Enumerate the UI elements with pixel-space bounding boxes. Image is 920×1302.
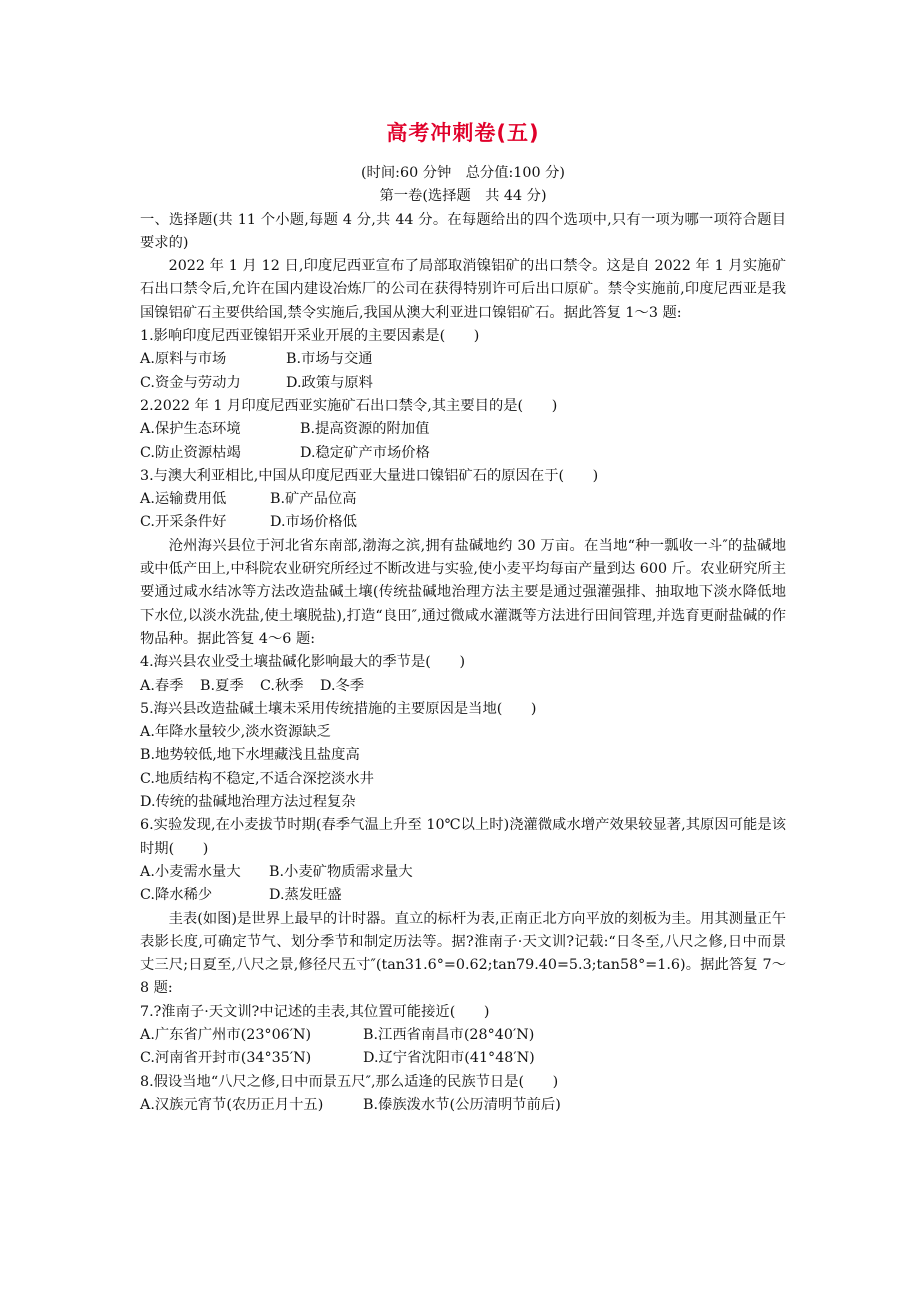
question-7-option-d[interactable]: D.辽宁省沈阳市(41°48′N) bbox=[363, 1050, 535, 1067]
question-2-option-a[interactable]: A.保护生态环境 bbox=[140, 421, 241, 438]
question-2-options-row-1 bbox=[140, 418, 786, 441]
question-7-option-b[interactable]: B.江西省南昌市(28°40′N) bbox=[363, 1026, 535, 1043]
question-7-option-c[interactable]: C.河南省开封市(34°35′N) bbox=[140, 1050, 312, 1067]
question-2-option-d[interactable]: D.稳定矿产市场价格 bbox=[300, 444, 430, 461]
question-3-option-c[interactable]: C.开采条件好 bbox=[140, 514, 227, 531]
question-1-option-a[interactable]: A.原料与市场 bbox=[140, 351, 227, 368]
question-4-options-row bbox=[140, 675, 786, 698]
question-8-option-a[interactable]: A.汉族元宵节(农历正月十五) bbox=[140, 1096, 324, 1113]
question-2-stem: 2.2022 年 1 月印度尼西亚实施矿石出口禁令,其主要目的是( ) bbox=[140, 397, 558, 414]
passage-1: 2022 年 1 月 12 日,印度尼西亚宣布了局部取消镍铝矿的出口禁令。这是自 2022 年 1 月实施矿石出口禁令后,允许在国内建设冶炼厂的公司在获得特别许可后出口原矿。禁令实施前,印度尼西亚是我国镍铝矿石主要供给国,禁令实施后,我国从澳大利亚进口镍铝矿石。据此答复 1～3 题: bbox=[140, 258, 786, 321]
question-8-option-b[interactable]: B.傣族泼水节(公历清明节前后) bbox=[363, 1096, 561, 1113]
question-5-option-a[interactable]: A.年降水量较少,淡水资源缺乏 bbox=[140, 724, 331, 741]
question-3-option-d[interactable]: D.市场价格低 bbox=[270, 514, 357, 531]
exam-page bbox=[140, 118, 786, 1117]
question-7-options-row-2 bbox=[140, 1047, 786, 1070]
question-1-option-b[interactable]: B.市场与交通 bbox=[286, 351, 373, 368]
question-6-options-row-2 bbox=[140, 884, 786, 907]
question-3-options-row-1 bbox=[140, 488, 786, 511]
question-5-stem: 5.海兴县改造盐碱土壤未采用传统措施的主要原因是当地( ) bbox=[140, 700, 537, 717]
question-7-stem: 7.?淮南子·天文训?中记述的圭表,其位置可能接近( ) bbox=[140, 1003, 490, 1020]
question-1-option-d[interactable]: D.政策与原料 bbox=[286, 374, 373, 391]
question-1-option-c[interactable]: C.资金与劳动力 bbox=[140, 374, 241, 391]
question-3-options-row-2 bbox=[140, 511, 786, 534]
question-8-options-row-1 bbox=[140, 1094, 786, 1117]
question-2-options-row-2 bbox=[140, 442, 786, 465]
question-6-option-d[interactable]: D.蒸发旺盛 bbox=[269, 887, 342, 904]
question-7-options-row-1 bbox=[140, 1024, 786, 1047]
part-heading: 第一卷(选择题 共 44 分) bbox=[379, 188, 547, 205]
time-score-line: (时间:60 分钟 总分值:100 分) bbox=[360, 165, 566, 181]
question-6-option-c[interactable]: C.降水稀少 bbox=[140, 887, 213, 904]
question-6-stem: 6.实验发现,在小麦拔节时期(春季气温上升至 10℃以上时)浇灌微咸水增产效果较显著,其原因可能是该时期( ) bbox=[140, 817, 786, 857]
question-5-option-d[interactable]: D.传统的盐碱地治理方法过程复杂 bbox=[140, 794, 356, 811]
question-3-option-a[interactable]: A.运输费用低 bbox=[140, 491, 227, 508]
passage-3: 圭表(如图)是世界上最早的计时器。直立的标杆为表,正南正北方向平放的刻板为圭。用其测量正午表影长度,可确定节气、划分季节和制定历法等。据?淮南子·天文训?记载:“日冬至,八尺之修,日中而景丈三尺;日夏至,八尺之景,修径尺五寸″(tan31.6°=0.62;tan79.40=5.3;tan58°=1.6)。据此答复 7～8 题: bbox=[140, 910, 786, 997]
question-8-stem: 8.假设当地“八尺之修,日中而景五尺″,那么适逢的民族节日是( ) bbox=[140, 1073, 559, 1090]
question-2-option-b[interactable]: B.提高资源的附加值 bbox=[300, 421, 430, 438]
question-1-options-row-2 bbox=[140, 372, 786, 395]
question-6-options-row-1 bbox=[140, 861, 786, 884]
question-1-options-row-1 bbox=[140, 348, 786, 371]
section-instructions: 一、选择题(共 11 个小题,每题 4 分,共 44 分。在每题给出的四个选项中,只有一项为哪一项符合题目要求的) bbox=[140, 211, 786, 251]
question-5-option-b[interactable]: B.地势较低,地下水埋藏浅且盐度高 bbox=[140, 747, 360, 764]
page-title: 高考冲刺卷(五) bbox=[386, 121, 540, 145]
question-6-option-b[interactable]: B.小麦矿物质需求量大 bbox=[269, 863, 413, 880]
question-3-option-b[interactable]: B.矿产品位高 bbox=[270, 491, 357, 508]
question-4-option-c[interactable]: C.秋季 bbox=[260, 677, 304, 694]
question-5-option-c[interactable]: C.地质结构不稳定,不适合深挖淡水井 bbox=[140, 770, 374, 787]
question-4-stem: 4.海兴县农业受土壤盐碱化影响最大的季节是( ) bbox=[140, 654, 466, 671]
question-7-option-a[interactable]: A.广东省广州市(23°06′N) bbox=[140, 1026, 312, 1043]
question-4-option-d[interactable]: D.冬季 bbox=[320, 677, 365, 694]
question-3-stem: 3.与澳大利亚相比,中国从印度尼西亚大量进口镍铝矿石的原因在于( ) bbox=[140, 467, 599, 484]
question-4-option-a[interactable]: A.春季 bbox=[140, 677, 184, 694]
question-1-stem: 1.影响印度尼西亚镍铝开采业开展的主要因素是( ) bbox=[140, 328, 480, 345]
question-6-option-a[interactable]: A.小麦需水量大 bbox=[140, 863, 241, 880]
question-4-option-b[interactable]: B.夏季 bbox=[200, 677, 244, 694]
passage-2: 沧州海兴县位于河北省东南部,渤海之滨,拥有盐碱地约 30 万亩。在当地“种一瓢收一斗″的盐碱地或中低产田上,中科院农业研究所经过不断改进与实验,使小麦平均每亩产量到达 600 斤。农业研究所主要通过咸水结冰等方法改造盐碱土壤(传统盐碱地治理方法主要是通过强灌强排、抽取地下淡水降低地下水位,以淡水洗盐,使土壤脱盐),打造“良田″,通过微咸水灌溉等方法进行田间管理,并选育更耐盐碱的作物品种。据此答复 4～6 题: bbox=[140, 537, 786, 647]
question-2-option-c[interactable]: C.防止资源枯竭 bbox=[140, 444, 241, 461]
